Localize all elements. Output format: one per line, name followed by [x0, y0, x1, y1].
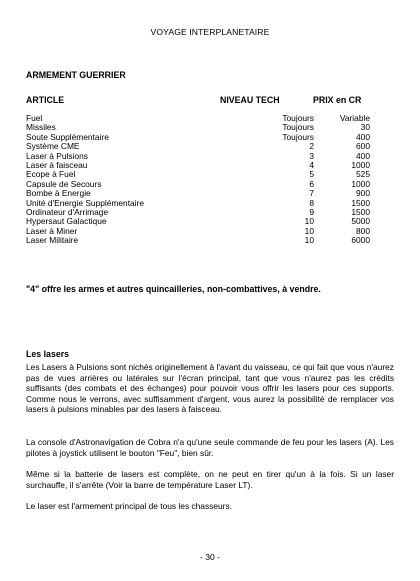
item-tech-level: 10 [304, 225, 314, 236]
item-name: Ecope à Fuel [26, 169, 76, 180]
item-tech-level: 3 [309, 150, 314, 161]
item-price: 525 [356, 169, 370, 180]
item-name: Missiles [26, 122, 56, 133]
item-name: Ordinateur d'Arrimage [26, 206, 109, 217]
item-name: Laser à faisceau [26, 159, 88, 170]
vendor-note: "4" offre les armes et autres quincailleries, non-combattives, à vendre. [26, 284, 321, 294]
table-row [26, 114, 370, 123]
item-name: Laser à Pulsions [26, 150, 88, 161]
item-price: 1500 [351, 197, 370, 208]
paragraph: Même si la batterie de lasers est complète, on ne peut en tirer qu'un à la fois. Si un laser surchauffe, il s'arrête (Voir la barre de température Laser LT). [26, 469, 394, 490]
item-price: 5000 [351, 216, 370, 227]
item-price: 800 [356, 225, 370, 236]
item-name: Soute Supplémentaire [26, 131, 109, 142]
lasers-heading: Les lasers [26, 349, 70, 359]
item-tech-level: Toujours [282, 131, 314, 142]
page-header: VOYAGE INTERPLANETAIRE [150, 27, 270, 37]
item-name: Laser Militaire [26, 235, 79, 246]
item-tech-level: 2 [309, 141, 314, 152]
item-tech-level: 9 [309, 206, 314, 217]
item-name: Laser à Miner [26, 225, 78, 236]
item-name: Système CME [26, 141, 80, 152]
item-tech-level: 6 [309, 178, 314, 189]
item-tech-level: Toujours [282, 113, 314, 123]
item-price: 1000 [351, 178, 370, 189]
table-row [26, 236, 370, 245]
item-price: 900 [356, 188, 370, 199]
item-tech-level: 10 [304, 235, 314, 246]
item-price: 6000 [351, 235, 370, 246]
item-price: 400 [356, 150, 370, 161]
item-tech-level: Toujours [282, 122, 314, 133]
item-tech-level: 8 [309, 197, 314, 208]
page-number: - 30 - [199, 552, 221, 562]
item-tech-level: 7 [309, 188, 314, 199]
paragraph: La console d'Astronavigation de Cobra n'a qu'une seule commande de feu pour les lasers (A). Les pilotes à joystick utilisent le bouton "Feu", bien sûr. [26, 437, 394, 458]
item-price: 30 [360, 122, 370, 133]
item-name: Unité d'Energie Supplémentaire [26, 197, 144, 208]
item-price: 1000 [351, 159, 370, 170]
item-name: Capsule de Secours [26, 178, 102, 189]
table-row [26, 161, 370, 170]
item-name: Bombe à Energie [26, 188, 91, 199]
item-price: Variable [339, 113, 370, 123]
item-name: Fuel [26, 113, 43, 123]
item-price: 1500 [351, 206, 370, 217]
table-row [26, 217, 370, 226]
equipment-table [26, 114, 370, 245]
item-name: Hypersaut Galactique [26, 216, 107, 227]
section-title: ARMEMENT GUERRIER [26, 70, 126, 80]
paragraph: Le laser est l'armement principal de tous les chasseurs. [26, 501, 232, 511]
item-tech-level: 5 [309, 169, 314, 180]
column-header-article: ARTICLE [26, 95, 65, 105]
item-price: 600 [356, 141, 370, 152]
column-header-tech-level: NIVEAU TECH [220, 95, 280, 105]
paragraph: Les Lasers à Pulsions sont nichés originellement à l'avant du vaisseau, ce qui fait que vous n'aurez pas de vues arrières ou latérales sur l'écran principal, tant que vous n'aurez pas les crédits suffisants (des combats et des échanges) pour pouvoir vous offrir les lasers pour ces supports. Comme nous le verrons, avec suffisamment d'argent, vous aurez la possibilité de remplacer vos lasers à pulsions minables par des lasers à faisceau. [26, 362, 394, 415]
item-price: 400 [356, 131, 370, 142]
item-tech-level: 4 [309, 159, 314, 170]
item-tech-level: 10 [304, 216, 314, 227]
column-header-price: PRIX en CR [313, 95, 362, 105]
